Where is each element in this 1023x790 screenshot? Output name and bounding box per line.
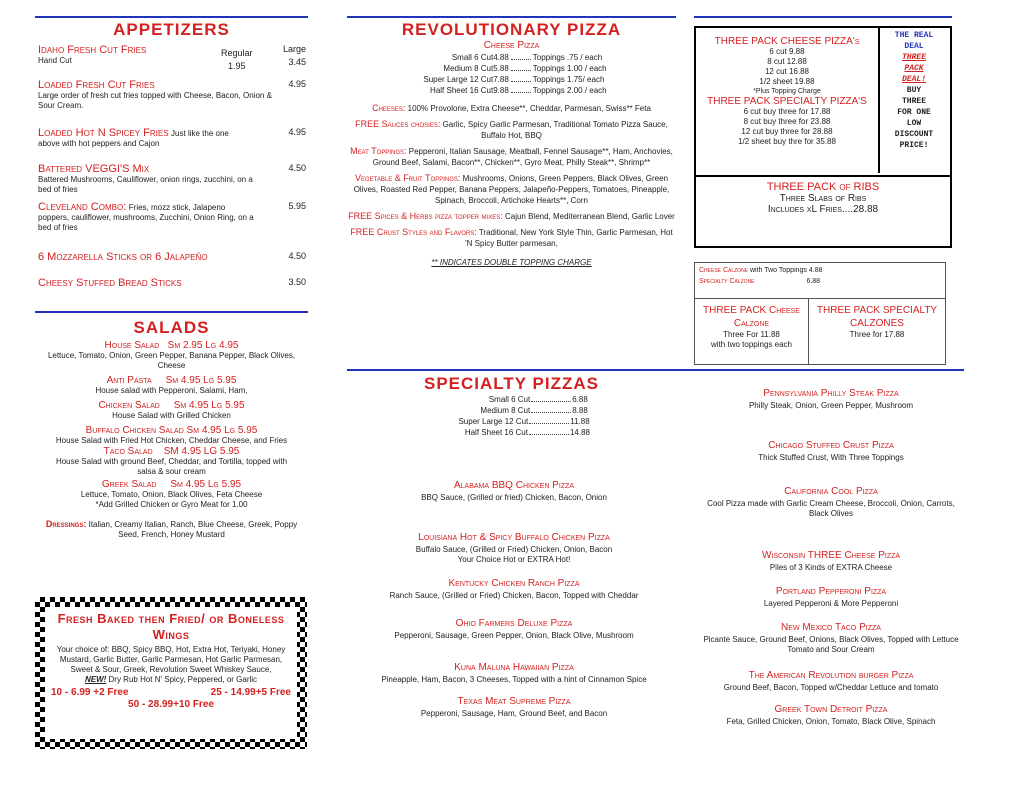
size-price: 9.88 [493,86,509,95]
item-name: Kentucky Chicken Ranch Pizza [448,578,580,589]
salads-rule [35,311,308,313]
group-text: Cajun Blend, Mediterranean Blend, Garlic Lover [504,212,675,221]
pack-line: 6 cut buy three for 17.88 [743,107,831,116]
wings-box [35,597,307,749]
topping-price: Toppings 2.00 / each [532,86,607,95]
size-price: 14.88 [569,428,591,437]
wings-desc: Your choice of: BBQ, Spicy BBQ, Hot, Extra Hot, Teriyaki, Honey Mustard, Garlic Butter, Garlic Parmesan, Hot Garlic Parmesan, Sweet & Sour, Greek, Revolution Sweet Whiskey Sauce, [56,645,286,674]
pack-line: 8 cut buy three for 23.88 [743,117,831,126]
pack-title: THREE PACK SPECIALTY PIZZA'S [707,96,867,107]
item-desc: Feta, Grilled Chicken, Onion, Tomato, Black Olive, Spinach [726,717,936,726]
calzone-pack-cheese [695,299,809,365]
item-name: Pennsylvania Philly Steak Pizza [763,388,899,399]
item-desc: House salad with Pepperoni, Salami, Ham, [95,386,248,395]
group-text: Traditional, New York Style Thin, Garlic Parmesan, Hot 'N Spicy Butter parmesan, [465,228,673,248]
wings-deal: 50 - 28.99+10 Free [128,699,214,710]
item-name: Greek Town Detroit Pizza [774,704,888,715]
deal-line: LOW [906,119,922,128]
group-label: Vegetable & Fruit Toppings: [354,173,461,183]
list-item [35,480,308,510]
item-name: Cleveland Combo: [38,201,127,213]
rev-pizza-section [347,20,676,268]
large-price: 5.95 [288,201,306,211]
size-label: Medium 8 Cut [443,64,494,73]
deal-line: THREE [901,53,926,62]
list-item [700,621,962,655]
regular-price: 1.95 [228,61,246,71]
specialty-left-list [350,479,678,719]
size-price: 11.88 [570,417,590,426]
item-desc: Pineapple, Ham, Bacon, 3 Cheeses, Topped with a hint of Cinnamon Spice [381,675,647,684]
rev-size-table [347,52,676,96]
deal-line: BUY [906,86,922,95]
large-label: Large [282,44,306,54]
ribs-line: Three Slabs of Ribs [779,193,867,204]
new-label: NEW! [84,675,107,684]
top-rule-middle [347,16,676,18]
size-row [347,52,676,63]
deal-line: THE REAL [894,31,934,40]
item-desc: Hand Cut [38,56,72,65]
item-desc: Philly Steak, Onion, Green Pepper, Mushroom [748,401,914,410]
list-item [38,163,306,201]
list-item [700,669,962,693]
item-name: New Mexico Taco Pizza [781,622,881,633]
salads-title: SALADS [133,318,210,337]
new-desc: Dry Rub Hot N' Spicy, Peppered, or Garlic [106,675,258,684]
appetizers-list [38,44,306,297]
dressings-label: Dressings: [45,519,87,529]
list-item [700,485,962,519]
wings-title: Fresh Baked then Fried/ or Boneless Wings [57,611,285,642]
size-row [347,63,676,74]
group-label: FREE Spices & Herbs pizza topper mixes: [348,211,503,221]
ribs-box [696,175,950,215]
leader-dots [529,427,569,435]
regular-label: Regular [221,48,253,58]
item-name: Greek Salad [101,479,157,490]
real-deal [880,30,948,151]
list-item [38,127,306,163]
calzone-box [694,262,946,365]
list-item [38,201,306,251]
item-name: Loaded Hot N Spicey Fries [38,127,169,139]
large-price: 3.45 [288,57,306,67]
group-label: FREE Sauces chosies: [355,119,441,129]
item-name: Cheesy Stuffed Bread Sticks [38,277,182,289]
three-pack-pizzas [696,28,880,173]
item-desc: Lettuce, Tomato, Onion, Black Olives, Feta Cheese *Add Grilled Chicken or Gyro Meat for 1.00 [80,490,263,509]
list-item [350,617,678,641]
large-price: 4.50 [288,251,306,261]
item-desc: House Salad with Fried Hot Chicken, Cheddar Cheese, and Fries [55,436,288,445]
specialty-right-list [700,387,962,727]
item-desc: Layered Pepperoni & More Pepperoni [763,599,899,608]
item-name: Texas Meat Supreme Pizza [457,696,571,707]
deal-line: THREE [901,97,926,106]
leader-dots [511,52,531,60]
calzone-pack-line: Three for 17.88 [849,330,905,339]
specialty-title: SPECIALTY PIZZAS [423,374,599,393]
item-desc: Lettuce, Tomato, Onion, Green Pepper, Banana Pepper, Black Olives, Cheese [47,351,296,370]
leader-dots [531,405,571,413]
item-desc: Ground Beef, Bacon, Topped w/Cheddar Lettuce and tomato [723,683,939,692]
top-rule-right [694,16,952,18]
pack-line: 1/2 sheet buy thre for 35.88 [738,137,836,146]
group-label: Cheeses: [372,103,406,113]
size-label: Super Large 12 Cut [458,417,529,426]
list-item [700,439,962,463]
size-price: 8.88 [572,406,588,415]
dressings-text: Italian, Creamy Italian, Ranch, Blue Cheese, Greek, Poppy Seed, French, Honey Mustard [88,520,298,539]
deal-line: FOR ONE [897,108,931,117]
salads-section [35,318,308,540]
item-name: Wisconsin THREE Cheese Pizza [761,550,901,561]
item-desc: Piles of 3 Kinds of EXTRA Cheese [769,563,893,572]
size-label: Super Large 12 Cut [423,75,494,84]
item-name: The American Revolution burger Pizza [748,670,914,681]
calzone-pack-specialty [809,299,945,365]
calzone-label: Cheese Calzone [699,267,749,274]
size-row [347,85,676,96]
large-price: 3.50 [288,277,306,287]
item-name: California Cool Pizza [784,486,878,497]
list-item [350,695,678,719]
item-desc: Picante Sauce, Ground Beef, Onions, Black Olives, Topped with Lettuce Tomato and Sour Cream [703,635,959,654]
list-item [700,549,962,573]
item-inline: Fries, mozz stick, Jalapeno [128,203,226,212]
list-item [38,44,306,74]
item-desc: BBQ Sauce, (Grilled or fried) Chicken, Bacon, Onion [421,493,607,502]
list-item [38,277,306,297]
calzone-price: 6.88 [806,278,821,285]
pack-line: 6 cut 9.88 [769,47,805,56]
item-name: Taco Salad [103,446,153,457]
deal-line: DEAL [904,42,924,51]
item-desc: Ranch Sauce, (Grilled or Fried) Chicken, Bacon, Topped with Cheddar [389,591,639,600]
three-pack-box [694,26,952,248]
large-price: 4.50 [288,163,306,173]
size-label: Half Sheet 16 Cut [464,428,528,437]
item-desc: Pepperoni, Sausage, Ham, Ground Beef, and Bacon [420,709,608,718]
appetizers-title: APPETIZERS [113,20,230,39]
size-label: Medium 8 Cut [480,406,531,415]
calzone-label: Specialty Calzone [699,278,755,285]
pack-title: THREE PACK CHEESE PIZZA's [714,36,860,47]
wings-deal: 10 - 6.99 +2 Free [51,687,129,698]
topping-price: Toppings .75 / each [532,53,603,62]
item-name: Ohio Farmers Deluxe Pizza [455,618,573,629]
top-rule-left [35,16,308,18]
list-item [350,661,678,685]
calzone-pack-title: THREE PACK SPECIALTY CALZONES [816,305,938,329]
item-desc: Thick Stuffed Crust, With Three Toppings [758,453,904,462]
specialty-rule [347,369,964,371]
topping-note: ** INDICATES DOUBLE TOPPING CHARGE [431,258,592,267]
list-item [350,531,678,565]
item-name: Buffalo Chicken Salad [85,425,184,436]
group-text: Pepperoni, Italian Sausage, Meatball, Fennel Sausage**, Ham, Anchovies, Ground Beef, Salami, Bacon**, Chicken**, Gyro Meat, Philly Steak**, Shrimp** [372,147,673,167]
ribs-title: THREE PACK of RIBS [766,181,880,193]
leader-dots [531,394,571,402]
leader-dots [511,74,531,82]
item-desc: poppers, cauliflower, mushrooms, Zucchini, Onion Ring, on a bed of fries [38,213,254,232]
item-name: Chicago Stuffed Crust Pizza [768,440,894,451]
item-name: Portland Pepperoni Pizza [775,586,887,597]
pack-line: *Plus Topping Charge [753,88,821,95]
leader-dots [511,85,531,93]
list-item [700,387,962,411]
leader-dots [529,416,569,424]
item-name: Idaho Fresh Cut Fries [38,44,147,56]
item-price: Sm 4.95 Lg 5.95 [170,479,242,490]
size-label: Half Sheet 16 Cut [430,86,494,95]
size-price: 6.88 [572,395,588,404]
item-desc: Buffalo Sauce, (Grilled or Fried) Chicken, Onion, Bacon Your Choice Hot or EXTRA Hot! [415,545,613,564]
size-price: 4.88 [493,53,509,62]
list-item [700,585,962,609]
item-desc: Large order of fresh cut fries topped with Cheese, Bacon, Onion & Sour Cream. [38,91,272,110]
item-desc: Cool Pizza made with Garlic Cream Cheese, Broccoli, Onion, Carrots, Black Olives [707,499,955,518]
item-desc: above with hot peppers and Cajon [38,139,160,148]
deal-line: PACK [904,64,924,73]
group-text: Mushrooms, Onions, Green Peppers, Black Olives, Green Olives, Roasted Red Pepper, Banana Peppers, Jalapeño-Peppers, Tomatoes, Pineapple, Spinach, Broccoli, Artichoke Hearts**, Corn [353,174,670,205]
list-item [35,401,308,421]
size-price: 5.88 [493,64,509,73]
item-inline: Just like the one [171,129,229,138]
pack-line: 8 cut 12.88 [767,57,807,66]
rev-groups [347,103,676,268]
item-price: SM 4.95 LG 5.95 [163,446,240,457]
list-item [38,251,306,277]
large-price: 4.95 [288,127,306,137]
list-item [700,703,962,727]
list-item [38,79,306,127]
item-desc: House Salad with ground Beef, Cheddar, and Tortilla, topped with salsa & sour cream [55,457,288,476]
topping-price: Toppings 1.75/ each [532,75,605,84]
item-name: Battered VEGGI'S Mix [38,163,150,175]
deal-line: DISCOUNT [894,130,934,139]
size-label: Small 6 Cut [488,395,531,404]
large-price: 4.95 [288,79,306,89]
list-item [35,341,308,371]
size-row [347,416,676,427]
rev-pizza-subtitle: Cheese Pizza [483,40,540,51]
item-desc: Battered Mushrooms, Cauliflower, onion rings, zucchini, on a bed of fries [38,175,253,194]
item-name: Chicken Salad [98,400,160,411]
group-text: Garlic, Spicy Garlic Parmesan, Traditional Tomato Pizza Sauce, Buffalo Hot, BBQ [442,120,668,140]
wings-deal: 25 - 14.99+5 Free [210,687,291,698]
deal-line: DEAL! [901,75,926,84]
list-item [35,447,308,477]
item-price: Sm 2.95 Lg 4.95 [167,340,239,351]
rev-pizza-title: REVOLUTIONARY PIZZA [401,20,622,39]
item-name: Louisiana Hot & Spicy Buffalo Chicken Pizza [418,532,610,543]
list-item [350,577,678,601]
leader-dots [511,63,531,71]
item-name: Alabama BBQ Chicken Pizza [453,480,575,491]
item-price: Sm 4.95 Lg 5.95 [165,375,237,386]
group-label: FREE Crust Styles and Flavors: [350,227,477,237]
item-name: Anti Pasta [106,375,152,386]
size-price: 7.88 [493,75,509,84]
item-desc: Pepperoni, Sausage, Green Pepper, Onion, Black Olive, Mushroom [394,631,634,640]
size-row [347,427,676,438]
group-text: 100% Provolone, Extra Cheese**, Cheddar, Parmesan, Swiss** Feta [407,104,651,113]
item-desc: House Salad with Grilled Chicken [112,411,231,420]
item-price: Sm 4.95 Lg 5.95 [186,425,258,436]
deal-line: PRICE! [899,141,929,150]
calzone-pack-line: with two toppings each [711,340,792,349]
item-name: House Salad [104,340,160,351]
specialty-size-table [347,394,676,438]
item-name: Kuna Maluna Hawaiian Pizza [454,662,574,673]
list-item [35,426,308,446]
pack-line: 12 cut buy three for 28.88 [741,127,833,136]
ribs-line: Includes xL Fries....28.88 [767,204,879,215]
list-item [350,479,678,503]
size-row [347,74,676,85]
dressings [35,519,308,540]
appetizers-section [35,20,308,40]
calzone-pack-title: THREE PACK Cheese Calzone [703,305,800,329]
item-name: 6 Mozzarella Sticks or 6 Jalapeño [38,251,208,263]
topping-price: Toppings 1.00 / each [532,64,607,73]
pack-line: 1/2 sheet 19.88 [759,77,815,86]
size-row [347,394,676,405]
list-item [35,376,308,396]
size-label: Small 6 Cut [451,53,494,62]
calzone-pack-line: Three For 11.88 [723,330,780,339]
specialty-section [347,374,676,438]
item-price: Sm 4.95 Lg 5.95 [173,400,245,411]
group-label: Meat Toppings: [350,146,407,156]
size-row [347,405,676,416]
calzone-text: with Two Toppings 4.88 [749,267,823,274]
item-name: Loaded Fresh Cut Fries [38,79,155,91]
pack-line: 12 cut 16.88 [764,67,810,76]
